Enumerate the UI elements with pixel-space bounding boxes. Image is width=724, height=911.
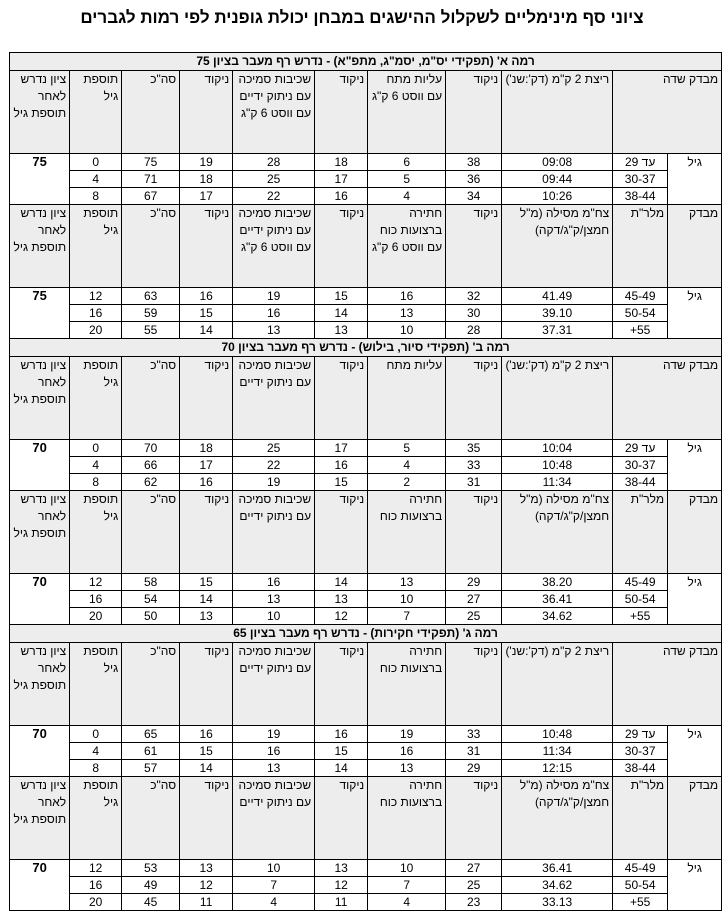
value-cell: 14 — [315, 305, 368, 322]
value-cell: 10 — [368, 591, 446, 608]
header-mlrt: מלר"ת — [613, 205, 668, 288]
age-range: 55+ — [613, 322, 668, 339]
value-cell: 7 — [233, 877, 315, 894]
value-cell: 33.13 — [502, 894, 613, 911]
value-cell: 22 — [233, 457, 315, 474]
header-required-score: ציון נדרש לאחר תוספת גיל — [10, 643, 70, 726]
age-range: 45-49 — [613, 574, 668, 591]
value-cell: 49 — [122, 877, 180, 894]
value-cell: 13 — [180, 860, 233, 877]
value-cell: 66 — [122, 457, 180, 474]
header-score: ניקוד — [315, 205, 368, 288]
table-row — [10, 608, 722, 625]
value-cell: 12 — [180, 877, 233, 894]
value-cell: 63 — [122, 288, 180, 305]
header-total: סה"כ — [122, 643, 180, 726]
value-cell: 38.20 — [502, 574, 613, 591]
header-test: מבדק שדה — [613, 71, 722, 154]
header-row — [10, 357, 722, 440]
value-cell: 25 — [446, 877, 502, 894]
value-cell: 62 — [122, 474, 180, 491]
value-cell: 13 — [233, 591, 315, 608]
age-label: גיל — [668, 860, 722, 911]
table-row — [10, 322, 722, 339]
level-row — [10, 625, 722, 643]
value-cell: 28 — [446, 322, 502, 339]
value-cell: 65 — [122, 726, 180, 743]
header-rowing: חתירה ברצועות כוח עם ווסט 6 ק"ג — [368, 205, 446, 288]
value-cell: 4 — [368, 457, 446, 474]
value-cell: 18 — [315, 154, 368, 171]
value-cell: 36.41 — [502, 591, 613, 608]
value-cell: 34.62 — [502, 608, 613, 625]
value-cell: 14 — [180, 591, 233, 608]
header-score: ניקוד — [315, 71, 368, 154]
value-cell: 15 — [315, 474, 368, 491]
table-row — [10, 743, 722, 760]
header-2km-run: ריצת 2 ק"מ (דק':שנ') — [502, 643, 613, 726]
age-range: 38-44 — [613, 188, 668, 205]
value-cell: 30 — [446, 305, 502, 322]
value-cell: 41.49 — [502, 288, 613, 305]
value-cell: 19 — [368, 726, 446, 743]
value-cell: 14 — [180, 322, 233, 339]
value-cell: 29 — [446, 574, 502, 591]
value-cell: 12 — [70, 288, 122, 305]
table-row — [10, 591, 722, 608]
age-range: 45-49 — [613, 288, 668, 305]
header-row — [10, 71, 722, 154]
required-score: 75 — [10, 154, 70, 205]
value-cell: 34 — [446, 188, 502, 205]
value-cell: 12 — [70, 860, 122, 877]
value-cell: 13 — [368, 574, 446, 591]
header-score: ניקוד — [446, 205, 502, 288]
table-row — [10, 894, 722, 911]
value-cell: 11:34 — [502, 743, 613, 760]
value-cell: 4 — [368, 188, 446, 205]
value-cell: 14 — [315, 574, 368, 591]
age-range: עד 29 — [613, 440, 668, 457]
value-cell: 50 — [122, 608, 180, 625]
value-cell: 16 — [70, 591, 122, 608]
header-exercise: עליות מתח — [368, 357, 446, 440]
table-row — [10, 860, 722, 877]
header-test: מבדק — [668, 205, 722, 288]
required-score: 70 — [10, 574, 70, 625]
value-cell: 45 — [122, 894, 180, 911]
age-label: גיל — [668, 154, 722, 205]
header-required-score: ציון נדרש לאחר תוספת גיל — [10, 205, 70, 288]
header-test: מבדק שדה — [613, 357, 722, 440]
value-cell: 11 — [180, 894, 233, 911]
value-cell: 23 — [446, 894, 502, 911]
value-cell: 12:15 — [502, 760, 613, 777]
age-range: 45-49 — [613, 860, 668, 877]
value-cell: 75 — [122, 154, 180, 171]
age-range: 30-37 — [613, 743, 668, 760]
table-row — [10, 154, 722, 171]
value-cell: 29 — [446, 760, 502, 777]
required-score: 75 — [10, 288, 70, 339]
header-total: סה"כ — [122, 491, 180, 574]
value-cell: 25 — [446, 608, 502, 625]
value-cell: 25 — [233, 171, 315, 188]
value-cell: 17 — [315, 171, 368, 188]
value-cell: 2 — [368, 474, 446, 491]
level-label: רמה ב' (תפקידי סיור, בילוש) - נדרש רף מעבר בציון 70 — [10, 339, 722, 357]
value-cell: 10 — [233, 608, 315, 625]
value-cell: 10 — [368, 860, 446, 877]
value-cell: 25 — [233, 440, 315, 457]
header-score: ניקוד — [315, 491, 368, 574]
age-range: 50-54 — [613, 305, 668, 322]
value-cell: 0 — [70, 440, 122, 457]
age-label: גיל — [668, 288, 722, 339]
age-label: גיל — [668, 574, 722, 625]
age-label: גיל — [668, 726, 722, 777]
value-cell: 13 — [368, 760, 446, 777]
header-score: ניקוד — [446, 643, 502, 726]
value-cell: 16 — [315, 188, 368, 205]
value-cell: 36.41 — [502, 860, 613, 877]
header-pushups: שכיבות סמיכה עם ניתוק ידיים — [233, 357, 315, 440]
value-cell: 36 — [446, 171, 502, 188]
value-cell: 09:08 — [502, 154, 613, 171]
value-cell: 13 — [368, 305, 446, 322]
header-treadmill-vo2: צח"מ מסילה (מ"ל חמצן/ק"ג/דקה) — [502, 491, 613, 574]
level-label: רמה ג' (תפקידי חקירות) - נדרש רף מעבר בציון 65 — [10, 625, 722, 643]
value-cell: 15 — [315, 288, 368, 305]
required-score: 70 — [10, 440, 70, 491]
header-age-bonus: תוספת גיל — [70, 491, 122, 574]
value-cell: 14 — [315, 760, 368, 777]
header-exercise: חתירה ברצועות כוח — [368, 643, 446, 726]
value-cell: 5 — [368, 440, 446, 457]
value-cell: 4 — [70, 743, 122, 760]
value-cell: 27 — [446, 860, 502, 877]
value-cell: 16 — [368, 288, 446, 305]
header-total: סה"כ — [122, 777, 180, 860]
value-cell: 4 — [70, 171, 122, 188]
header-total: סה"כ — [122, 71, 180, 154]
value-cell: 31 — [446, 474, 502, 491]
header-pushups: שכיבות סמיכה עם ניתוק ידיים — [233, 777, 315, 860]
value-cell: 15 — [315, 743, 368, 760]
value-cell: 67 — [122, 188, 180, 205]
value-cell: 13 — [233, 760, 315, 777]
value-cell: 14 — [180, 760, 233, 777]
required-score: 70 — [10, 726, 70, 777]
value-cell: 7 — [368, 608, 446, 625]
value-cell: 4 — [70, 457, 122, 474]
value-cell: 0 — [70, 726, 122, 743]
header-age-bonus: תוספת גיל — [70, 357, 122, 440]
value-cell: 10:48 — [502, 726, 613, 743]
value-cell: 12 — [315, 877, 368, 894]
header-score: ניקוד — [180, 71, 233, 154]
value-cell: 18 — [180, 171, 233, 188]
value-cell: 13 — [315, 860, 368, 877]
value-cell: 61 — [122, 743, 180, 760]
level-label: רמה א' (תפקידי יס"מ, יסמ"ג, מתפ"א) - נדרש רף מעבר בציון 75 — [10, 53, 722, 71]
header-test: מבדק — [668, 777, 722, 860]
header-mlrt: מלר"ת — [613, 777, 668, 860]
header-score: ניקוד — [180, 777, 233, 860]
value-cell: 10:04 — [502, 440, 613, 457]
value-cell: 37.31 — [502, 322, 613, 339]
value-cell: 58 — [122, 574, 180, 591]
header-score: ניקוד — [180, 643, 233, 726]
header-test: מבדק שדה — [613, 643, 722, 726]
header-score: ניקוד — [315, 777, 368, 860]
required-score: 70 — [10, 860, 70, 911]
value-cell: 15 — [180, 305, 233, 322]
table-row — [10, 726, 722, 743]
value-cell: 15 — [180, 743, 233, 760]
header-score: ניקוד — [180, 357, 233, 440]
header-age-bonus: תוספת גיל — [70, 205, 122, 288]
value-cell: 71 — [122, 171, 180, 188]
value-cell: 18 — [180, 440, 233, 457]
value-cell: 19 — [233, 288, 315, 305]
value-cell: 8 — [70, 760, 122, 777]
header-pushups: שכיבות סמיכה עם ניתוק ידיים עם ווסט 6 ק"ג — [233, 71, 315, 154]
value-cell: 39.10 — [502, 305, 613, 322]
header-age-bonus: תוספת גיל — [70, 643, 122, 726]
value-cell: 11:34 — [502, 474, 613, 491]
header-2km-run: ריצת 2 ק"מ (דק':שנ') — [502, 357, 613, 440]
header-score: ניקוד — [446, 71, 502, 154]
header-total: סה"כ — [122, 205, 180, 288]
value-cell: 16 — [233, 305, 315, 322]
header-2km-run: ריצת 2 ק"מ (דק':שנ') — [502, 71, 613, 154]
age-label: גיל — [668, 440, 722, 491]
value-cell: 22 — [233, 188, 315, 205]
value-cell: 19 — [233, 726, 315, 743]
value-cell: 13 — [233, 322, 315, 339]
value-cell: 7 — [368, 877, 446, 894]
value-cell: 10:48 — [502, 457, 613, 474]
header-score: ניקוד — [446, 357, 502, 440]
value-cell: 17 — [315, 440, 368, 457]
value-cell: 33 — [446, 457, 502, 474]
age-range: 30-37 — [613, 171, 668, 188]
value-cell: 20 — [70, 322, 122, 339]
value-cell: 32 — [446, 288, 502, 305]
value-cell: 59 — [122, 305, 180, 322]
age-range: 55+ — [613, 894, 668, 911]
header-total: סה"כ — [122, 357, 180, 440]
thresholds-table — [9, 52, 722, 911]
header-required-score: ציון נדרש לאחר תוספת גיל — [10, 357, 70, 440]
value-cell: 4 — [233, 894, 315, 911]
value-cell: 4 — [368, 894, 446, 911]
value-cell: 16 — [180, 474, 233, 491]
header-required-score: ציון נדרש לאחר תוספת גיל — [10, 777, 70, 860]
value-cell: 27 — [446, 591, 502, 608]
age-range: 38-44 — [613, 474, 668, 491]
value-cell: 16 — [315, 726, 368, 743]
page-title: ציוני סף מינימליים לשקלול ההישגים במבחן יכולת גופנית לפי רמות לגברים — [80, 8, 644, 27]
value-cell: 55 — [122, 322, 180, 339]
header-age-bonus: תוספת גיל — [70, 71, 122, 154]
table-row — [10, 574, 722, 591]
table-row — [10, 305, 722, 322]
header-required-score: ציון נדרש לאחר תוספת גיל — [10, 491, 70, 574]
value-cell: 11 — [315, 894, 368, 911]
value-cell: 33 — [446, 726, 502, 743]
header-mlrt: מלר"ת — [613, 491, 668, 574]
value-cell: 19 — [180, 154, 233, 171]
table-row — [10, 877, 722, 894]
table-row — [10, 760, 722, 777]
table-row — [10, 457, 722, 474]
table-row — [10, 188, 722, 205]
level-row — [10, 53, 722, 71]
header-pushups: שכיבות סמיכה עם ניתוק ידיים — [233, 643, 315, 726]
value-cell: 16 — [233, 574, 315, 591]
table-row — [10, 440, 722, 457]
value-cell: 16 — [315, 457, 368, 474]
header-row — [10, 777, 722, 860]
value-cell: 15 — [180, 574, 233, 591]
value-cell: 16 — [368, 743, 446, 760]
level-row — [10, 339, 722, 357]
header-rowing: חתירה ברצועות כוח — [368, 777, 446, 860]
header-score: ניקוד — [180, 491, 233, 574]
value-cell: 20 — [70, 608, 122, 625]
table-row — [10, 171, 722, 188]
value-cell: 5 — [368, 171, 446, 188]
value-cell: 70 — [122, 440, 180, 457]
header-score: ניקוד — [446, 491, 502, 574]
header-test: מבדק — [668, 491, 722, 574]
value-cell: 13 — [180, 608, 233, 625]
value-cell: 19 — [233, 474, 315, 491]
header-score: ניקוד — [446, 777, 502, 860]
age-range: 50-54 — [613, 591, 668, 608]
value-cell: 13 — [315, 322, 368, 339]
value-cell: 8 — [70, 188, 122, 205]
header-rowing: חתירה ברצועות כוח — [368, 491, 446, 574]
age-range: 38-44 — [613, 760, 668, 777]
value-cell: 17 — [180, 457, 233, 474]
value-cell: 54 — [122, 591, 180, 608]
table-row — [10, 474, 722, 491]
value-cell: 31 — [446, 743, 502, 760]
value-cell: 57 — [122, 760, 180, 777]
header-row — [10, 205, 722, 288]
value-cell: 16 — [233, 743, 315, 760]
value-cell: 10 — [233, 860, 315, 877]
value-cell: 35 — [446, 440, 502, 457]
value-cell: 16 — [180, 288, 233, 305]
value-cell: 12 — [315, 608, 368, 625]
age-range: עד 29 — [613, 154, 668, 171]
value-cell: 12 — [70, 574, 122, 591]
header-pushups: שכיבות סמיכה עם ניתוק ידיים — [233, 491, 315, 574]
value-cell: 20 — [70, 894, 122, 911]
value-cell: 10 — [368, 322, 446, 339]
value-cell: 38 — [446, 154, 502, 171]
value-cell: 53 — [122, 860, 180, 877]
value-cell: 10:26 — [502, 188, 613, 205]
age-range: 30-37 — [613, 457, 668, 474]
value-cell: 6 — [368, 154, 446, 171]
value-cell: 0 — [70, 154, 122, 171]
age-range: עד 29 — [613, 726, 668, 743]
value-cell: 28 — [233, 154, 315, 171]
table-row — [10, 288, 722, 305]
value-cell: 16 — [70, 305, 122, 322]
header-score: ניקוד — [315, 357, 368, 440]
value-cell: 8 — [70, 474, 122, 491]
value-cell: 17 — [180, 188, 233, 205]
header-row — [10, 491, 722, 574]
value-cell: 16 — [180, 726, 233, 743]
value-cell: 09:44 — [502, 171, 613, 188]
header-pushups: שכיבות סמיכה עם ניתוק ידיים עם ווסט 6 ק"ג — [233, 205, 315, 288]
age-range: 50-54 — [613, 877, 668, 894]
header-row — [10, 643, 722, 726]
header-age-bonus: תוספת גיל — [70, 777, 122, 860]
value-cell: 16 — [70, 877, 122, 894]
age-range: 55+ — [613, 608, 668, 625]
value-cell: 34.62 — [502, 877, 613, 894]
header-required-score: ציון נדרש לאחר תוספת גיל — [10, 71, 70, 154]
header-score: ניקוד — [180, 205, 233, 288]
value-cell: 13 — [315, 591, 368, 608]
header-exercise: עליות מתח עם ווסט 6 ק"ג — [368, 71, 446, 154]
header-treadmill-vo2: צח"מ מסילה (מ"ל חמצן/ק"ג/דקה) — [502, 205, 613, 288]
header-score: ניקוד — [315, 643, 368, 726]
header-treadmill-vo2: צח"מ מסילה (מ"ל חמצן/ק"ג/דקה) — [502, 777, 613, 860]
